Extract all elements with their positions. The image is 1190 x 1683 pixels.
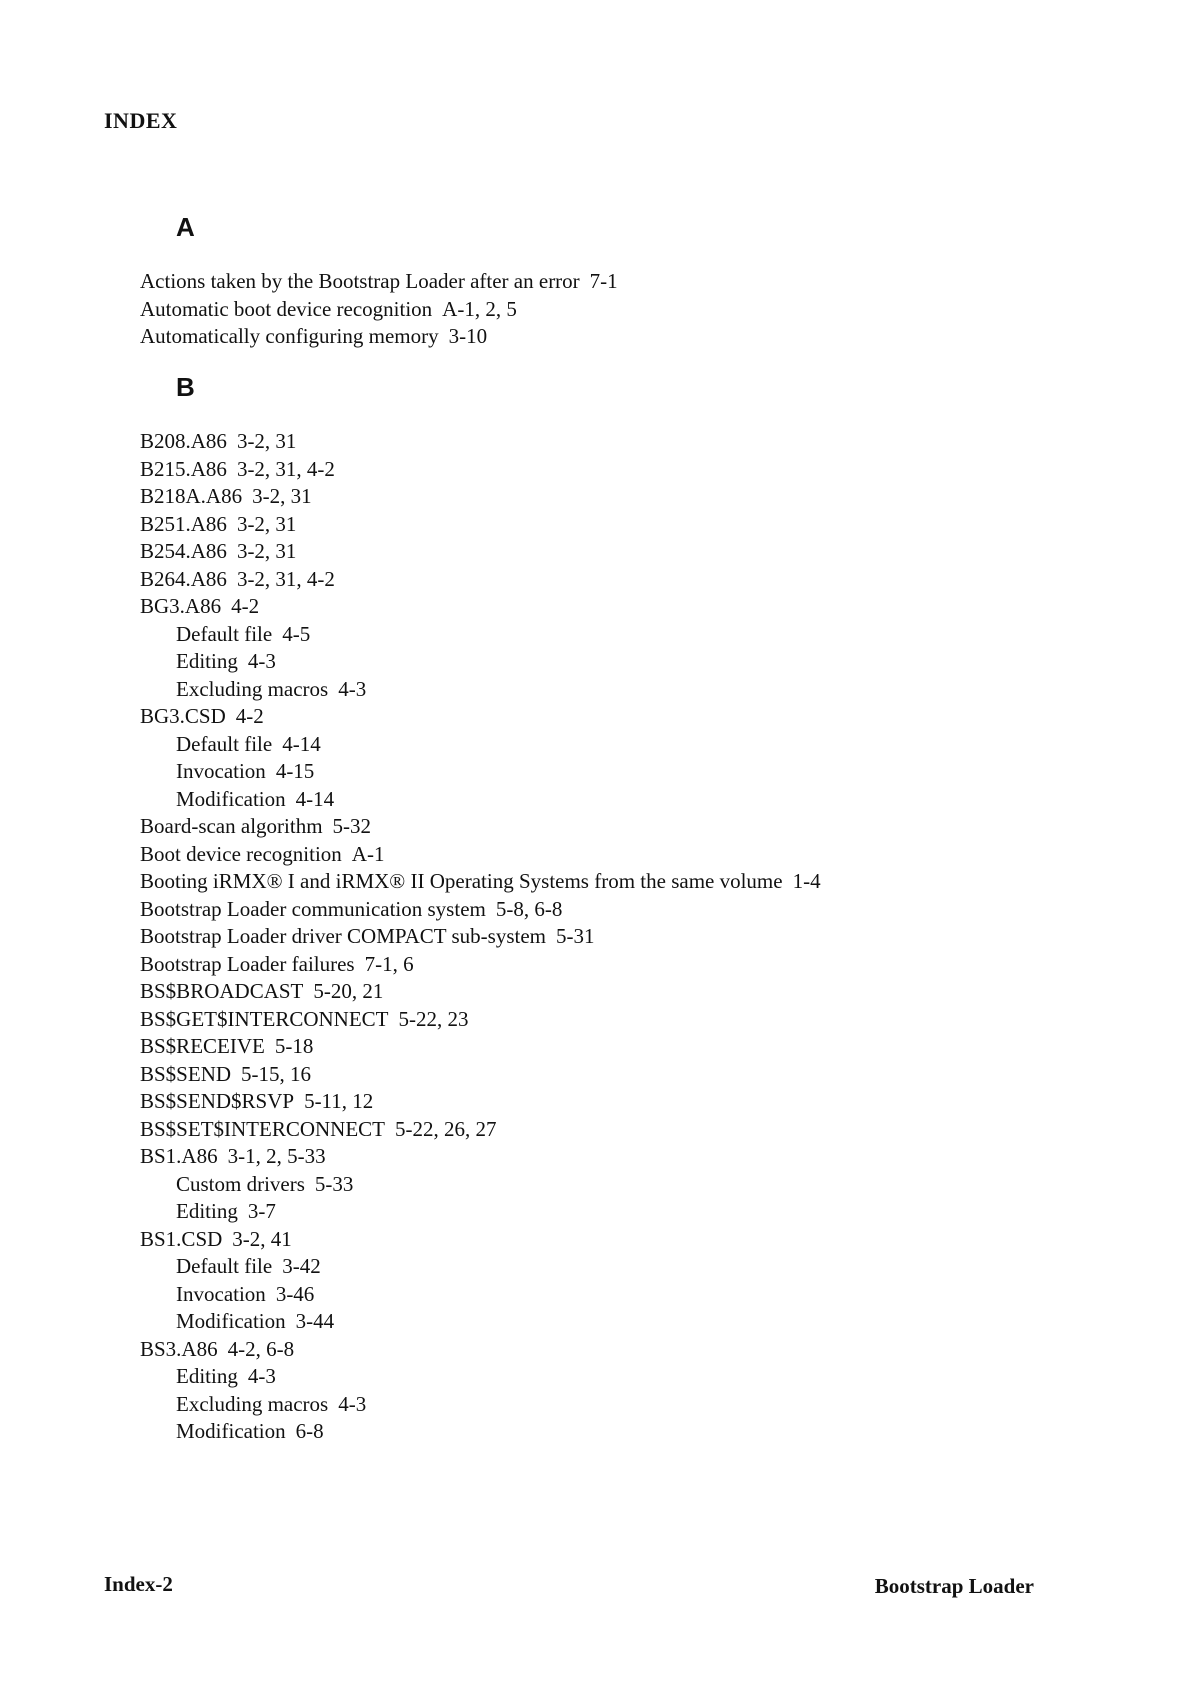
entry-page-ref: 6-8: [295, 1419, 324, 1443]
index-subentry: [140, 786, 821, 814]
index-entry: [140, 296, 618, 324]
entry-page-ref: 5-22, 23: [398, 1006, 469, 1031]
index-entry: [140, 483, 821, 511]
entry-page-ref: 4-3: [338, 1391, 367, 1416]
index-entry: [140, 1226, 821, 1254]
page-title: INDEX: [104, 108, 178, 133]
entry-term: BS$BROADCAST: [140, 979, 304, 1003]
entry-page-ref: 5-22, 26, 27: [395, 1116, 497, 1141]
entry-page-ref: A-1, 2, 5: [442, 296, 517, 321]
entry-page-ref: 3-2, 41: [232, 1226, 292, 1251]
entry-page-ref: 7-1: [589, 269, 618, 293]
entry-term: Board-scan algorithm: [140, 814, 323, 838]
entry-term: BS$SEND$RSVP: [140, 1089, 295, 1113]
index-subentry: [140, 1171, 821, 1199]
entry-page-ref: 3-1, 2, 5-33: [227, 1144, 326, 1168]
section-letter-a: A: [176, 212, 195, 242]
entry-term: Editing: [176, 1199, 238, 1223]
index-entry: [140, 703, 821, 731]
index-entry: [140, 1006, 821, 1034]
entry-page-ref: 3-2, 31: [252, 484, 312, 508]
index-list-b: [140, 428, 821, 1446]
entry-page-ref: 3-2, 31: [236, 511, 297, 536]
entry-term: Booting iRMX® I and iRMX® II Operating Systems from the same volume: [140, 869, 783, 893]
entry-term: Bootstrap Loader driver COMPACT sub-system: [140, 924, 546, 948]
index-entry: [140, 323, 618, 351]
entry-term: BS3.A86: [140, 1336, 218, 1361]
entry-page-ref: 4-3: [247, 649, 276, 673]
entry-page-ref: 3-7: [247, 1199, 276, 1223]
entry-page-ref: 3-44: [295, 1309, 335, 1333]
page-number: Index-2: [104, 1572, 173, 1596]
entry-term: B254.A86: [140, 539, 227, 563]
section-letter-b: B: [176, 372, 195, 402]
entry-term: Default file: [176, 731, 273, 756]
entry-page-ref: 3-10: [448, 324, 488, 348]
entry-term: Modification: [176, 1309, 286, 1333]
entry-page-ref: 4-2: [231, 594, 260, 618]
entry-term: BS1.A86: [140, 1144, 218, 1168]
book-title: Bootstrap Loader: [874, 1574, 1034, 1598]
index-subentry: [140, 758, 821, 786]
index-entry: [140, 923, 821, 951]
entry-term: Modification: [176, 786, 286, 811]
entry-term: B208.A86: [140, 429, 227, 453]
index-subentry: [140, 1281, 821, 1309]
entry-term: B218A.A86: [140, 484, 243, 508]
entry-page-ref: 4-3: [247, 1364, 276, 1388]
entry-page-ref: 5-31: [555, 924, 595, 948]
index-entry: [140, 538, 821, 566]
entry-term: BS$RECEIVE: [140, 1034, 265, 1058]
index-subentry: [140, 676, 821, 704]
entry-term: BS$SET$INTERCONNECT: [140, 1116, 386, 1141]
entry-term: Invocation: [176, 759, 266, 783]
index-list-a: [140, 268, 618, 351]
index-entry: [140, 813, 821, 841]
entry-term: Custom drivers: [176, 1171, 305, 1196]
index-subentry: [140, 1391, 821, 1419]
entry-term: Excluding macros: [176, 676, 329, 701]
entry-term: Editing: [176, 649, 238, 673]
entry-page-ref: 3-2, 31, 4-2: [236, 566, 335, 591]
index-entry: [140, 511, 821, 539]
index-subentry: [140, 1363, 821, 1391]
index-subentry: [140, 1253, 821, 1281]
entry-term: Bootstrap Loader failures: [140, 951, 355, 976]
entry-page-ref: 4-2: [235, 704, 264, 728]
entry-page-ref: 5-32: [332, 814, 372, 838]
index-subentry: [140, 648, 821, 676]
entry-page-ref: 5-11, 12: [304, 1089, 374, 1113]
index-entry: [140, 566, 821, 594]
entry-page-ref: 3-2, 31: [236, 539, 297, 563]
entry-term: Modification: [176, 1419, 286, 1443]
entry-page-ref: 3-2, 31: [236, 429, 297, 453]
index-entry: [140, 1143, 821, 1171]
entry-term: Automatic boot device recognition: [140, 296, 433, 321]
entry-term: BS1.CSD: [140, 1226, 223, 1251]
index-entry: [140, 1088, 821, 1116]
entry-page-ref: A-1: [351, 841, 385, 866]
index-entry: [140, 868, 821, 896]
index-entry: [140, 841, 821, 869]
entry-term: Actions taken by the Bootstrap Loader after an error: [140, 269, 580, 293]
index-entry: [140, 1033, 821, 1061]
index-entry: [140, 1336, 821, 1364]
entry-term: Boot device recognition: [140, 841, 342, 866]
entry-page-ref: 3-42: [282, 1254, 321, 1278]
index-subentry: [140, 1418, 821, 1446]
entry-term: Editing: [176, 1364, 238, 1388]
entry-term: Excluding macros: [176, 1391, 329, 1416]
entry-term: B251.A86: [140, 511, 227, 536]
entry-page-ref: 4-14: [282, 731, 321, 756]
entry-page-ref: 5-18: [274, 1034, 314, 1058]
index-subentry: [140, 731, 821, 759]
entry-term: BS$SEND: [140, 1061, 232, 1086]
index-subentry: [140, 1198, 821, 1226]
entry-term: BS$GET$INTERCONNECT: [140, 1006, 389, 1031]
entry-term: BG3.CSD: [140, 704, 226, 728]
index-entry: [140, 268, 618, 296]
entry-page-ref: 3-46: [275, 1281, 315, 1306]
entry-page-ref: 5-33: [314, 1171, 354, 1196]
entry-term: Automatically configuring memory: [140, 324, 439, 348]
entry-page-ref: 3-2, 31, 4-2: [236, 456, 335, 481]
entry-page-ref: 4-2, 6-8: [227, 1336, 295, 1361]
index-subentry: [140, 1308, 821, 1336]
entry-term: Invocation: [176, 1281, 266, 1306]
entry-page-ref: 4-15: [275, 759, 315, 783]
entry-page-ref: 4-5: [282, 621, 311, 646]
index-entry: [140, 456, 821, 484]
entry-page-ref: 5-20, 21: [313, 979, 384, 1003]
entry-page-ref: 5-8, 6-8: [495, 896, 563, 921]
entry-page-ref: 4-3: [338, 676, 367, 701]
index-subentry: [140, 621, 821, 649]
index-entry: [140, 978, 821, 1006]
index-entry: [140, 593, 821, 621]
entry-page-ref: 4-14: [295, 786, 335, 811]
entry-page-ref: 7-1, 6: [364, 951, 414, 976]
index-entry: [140, 951, 821, 979]
index-entry: [140, 1061, 821, 1089]
entry-term: BG3.A86: [140, 594, 222, 618]
index-entry: [140, 1116, 821, 1144]
index-entry: [140, 428, 821, 456]
entry-term: Default file: [176, 621, 273, 646]
entry-page-ref: 1-4: [792, 869, 821, 893]
index-entry: [140, 896, 821, 924]
entry-term: B264.A86: [140, 566, 227, 591]
entry-term: Default file: [176, 1254, 273, 1278]
entry-page-ref: 5-15, 16: [241, 1061, 312, 1086]
entry-term: B215.A86: [140, 456, 227, 481]
entry-term: Bootstrap Loader communication system: [140, 896, 486, 921]
